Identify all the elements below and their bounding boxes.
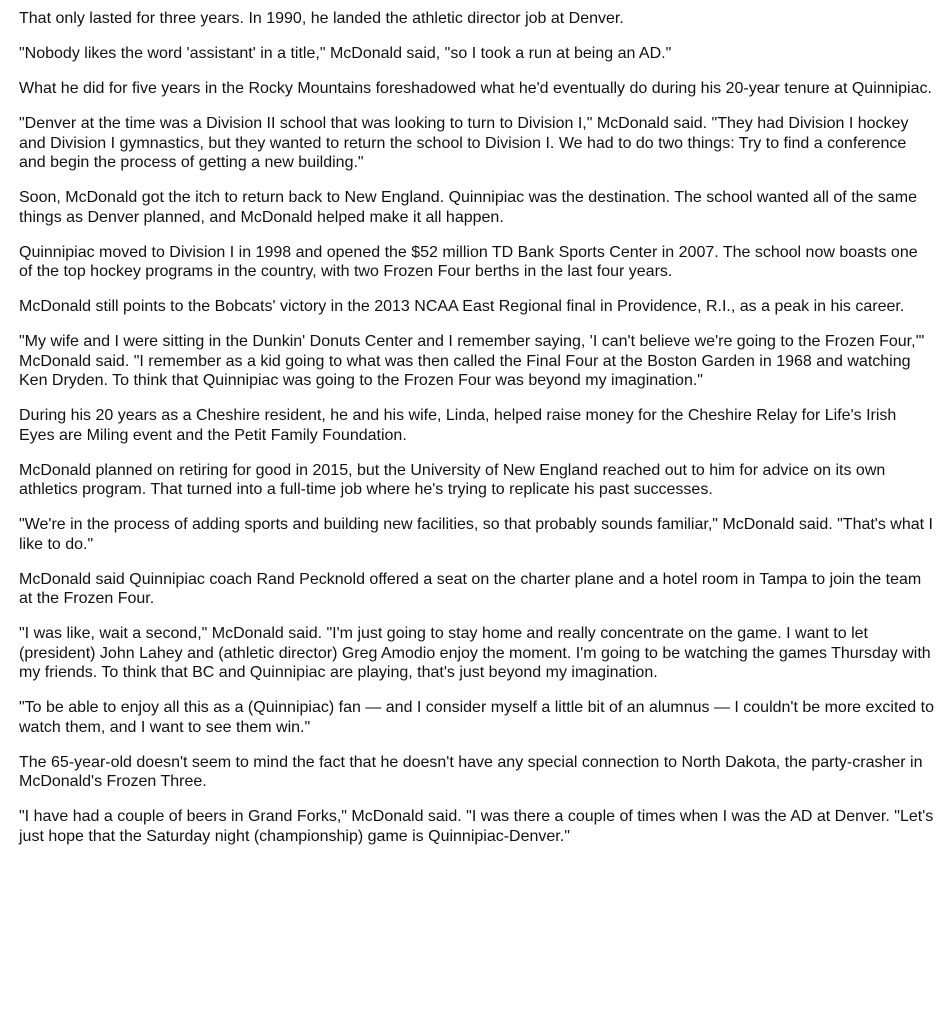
- article-paragraph-11: "We're in the process of adding sports and building new facilities, so that probably sounds familiar," McDonald said. "That's what I like to do.": [19, 516, 933, 553]
- article-paragraph-1: That only lasted for three years. In 1990, he landed the athletic director job at Denver.: [19, 10, 624, 27]
- article-paragraph-16: "I have had a couple of beers in Grand Forks," McDonald said. "I was there a couple of times when I was the AD at Denver. "Let's just hope that the Saturday night (championship) game is Quinnipiac-Denver.": [19, 808, 934, 845]
- article-paragraph-7: McDonald still points to the Bobcats' victory in the 2013 NCAA East Regional final in Providence, R.I., as a peak in his career.: [19, 298, 905, 315]
- article-paragraph-2: "Nobody likes the word 'assistant' in a title," McDonald said, "so I took a run at being an AD.": [19, 45, 672, 62]
- article-paragraph-15: The 65-year-old doesn't seem to mind the fact that he doesn't have any special connection to North Dakota, the party-crasher in McDonald's Frozen Three.: [19, 753, 923, 790]
- article-paragraph-5: Soon, McDonald got the itch to return back to New England. Quinnipiac was the destination. The school wanted all of the same things as Denver planned, and McDonald helped make it all happen.: [19, 189, 918, 226]
- article-paragraph-12: McDonald said Quinnipiac coach Rand Pecknold offered a seat on the charter plane and a hotel room in Tampa to join the team at the Frozen Four.: [19, 570, 922, 607]
- article-paragraph-13: "I was like, wait a second," McDonald said. "I'm just going to stay home and really concentrate on the game. I want to let (president) John Lahey and (athletic director) Greg Amodio enjoy the moment. I'm going to be watching the games Thursday with my friends. To think that BC and Quinnipiac are playing, that's just beyond my imagination.: [19, 625, 931, 681]
- article-paragraph-10: McDonald planned on retiring for good in 2015, but the University of New England reached out to him for advice on its own athletics program. That turned into a full-time job where he's trying to replicate his past successes.: [19, 461, 886, 498]
- article-paragraph-6: Quinnipiac moved to Division I in 1998 and opened the $52 million TD Bank Sports Center in 2007. The school now boasts one of the top hockey programs in the country, with two Frozen Four berths in the last four years.: [19, 243, 918, 280]
- article-paragraph-3: What he did for five years in the Rocky Mountains foreshadowed what he'd eventually do during his 20-year tenure at Quinnipiac.: [19, 80, 932, 97]
- article-paragraph-9: During his 20 years as a Cheshire resident, he and his wife, Linda, helped raise money for the Cheshire Relay for Life's Irish Eyes are Miling event and the Petit Family Foundation.: [19, 407, 897, 444]
- article-paragraph-14: "To be able to enjoy all this as a (Quinnipiac) fan — and I consider myself a little bit of an alumnus — I couldn't be more excited to watch them, and I want to see them win.": [19, 699, 934, 736]
- article-paragraph-8: "My wife and I were sitting in the Dunkin' Donuts Center and I remember saying, 'I can't believe we're going to the Frozen Four,'" McDonald said. "I remember as a kid going to what was then called the Final Four at the Boston Garden in 1968 and watching Ken Dryden. To think that Quinnipiac was going to the Frozen Four was beyond my imagination.": [19, 333, 925, 389]
- article-paragraph-4: "Denver at the time was a Division II school that was looking to turn to Division I," McDonald said. "They had Division I hockey and Division I gymnastics, but they wanted to return the school to Division I. We had to do two things: Try to find a conference and begin the process of getting a new building.": [19, 115, 909, 171]
- article-body: [19, 9, 935, 862]
